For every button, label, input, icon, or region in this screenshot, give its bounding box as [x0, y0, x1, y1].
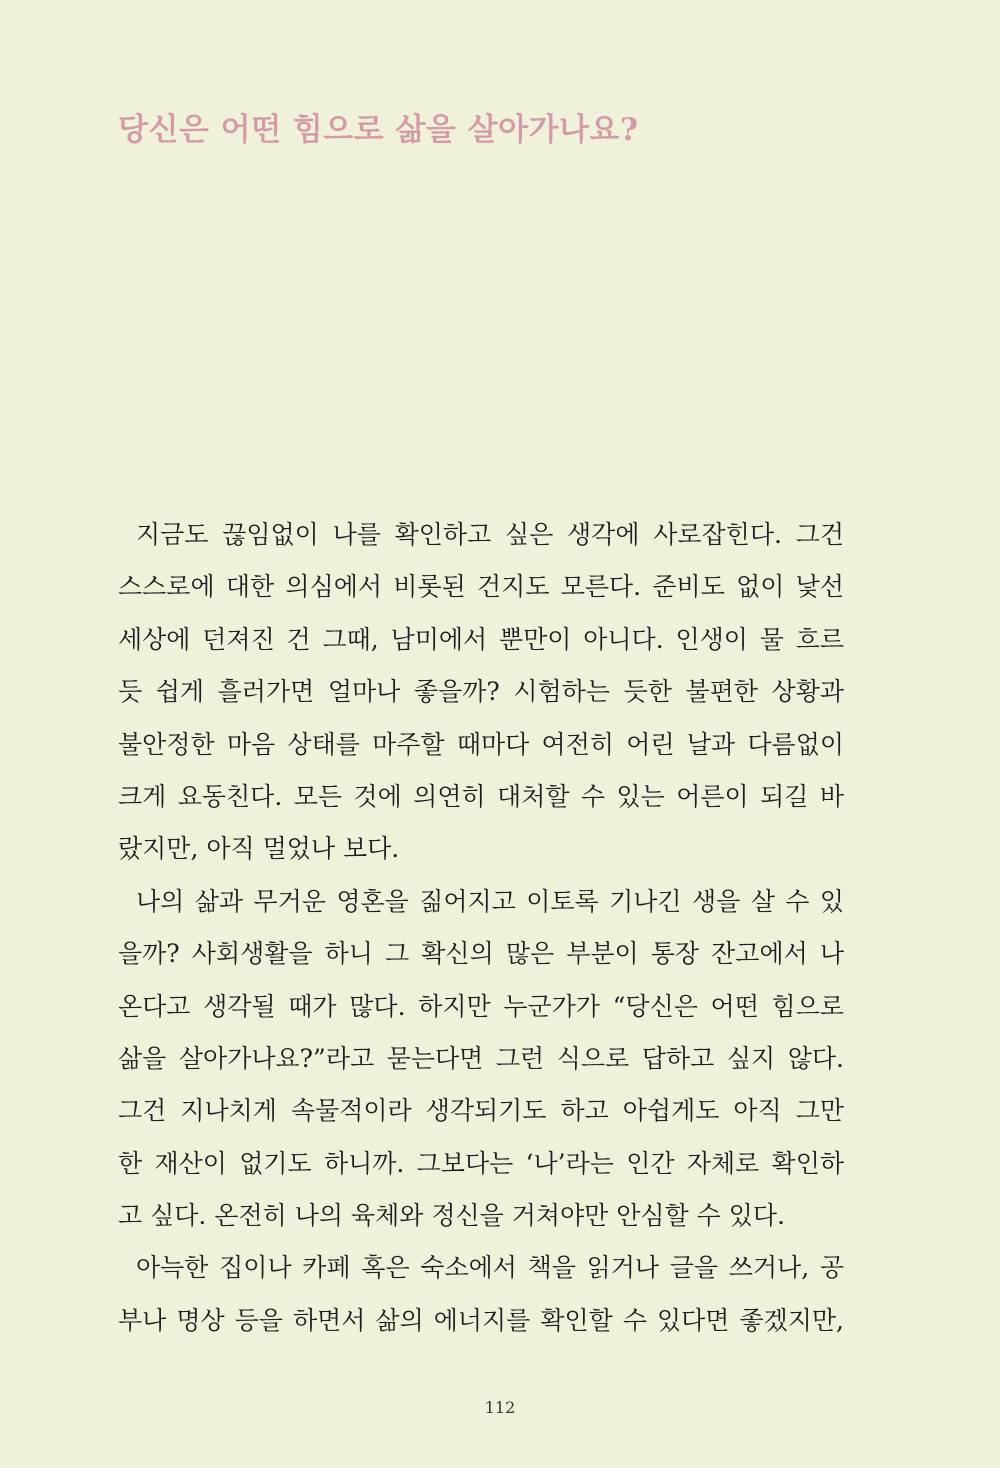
paragraph-1-line: 불안정한 마음 상태를 마주할 때마다 여전히 어린 날과 다름없이 [118, 729, 844, 759]
paragraph-1-line: 랐지만, 아직 멀었나 보다. [118, 834, 400, 864]
paragraph-1-line: 듯 쉽게 흘러가면 얼마나 좋을까? 시험하는 듯한 불편한 상황과 [118, 677, 844, 707]
paragraph-3-line: 아늑한 집이나 카페 혹은 숙소에서 책을 읽거나 글을 쓰거나, 공 [136, 1253, 844, 1283]
chapter-title: 당신은 어떤 힘으로 삶을 살아가나요? [118, 112, 639, 148]
paragraph-2-line: 그건 지나치게 속물적이라 생각되기도 하고 아쉽게도 아직 그만 [118, 1096, 844, 1126]
paragraph-1-line: 스스로에 대한 의심에서 비롯된 건지도 모른다. 준비도 없이 낯선 [118, 572, 844, 602]
paragraph-2-line: 을까? 사회생활을 하니 그 확신의 많은 부분이 통장 잔고에서 나 [118, 939, 844, 969]
paragraph-1-line: 지금도 끊임없이 나를 확인하고 싶은 생각에 사로잡힌다. 그건 [136, 520, 844, 549]
paragraph-3-line: 부나 명상 등을 하면서 삶의 에너지를 확인할 수 있다면 좋겠지만, [118, 1305, 844, 1335]
paragraph-2-line: 나의 삶과 무거운 영혼을 짊어지고 이토록 기나긴 생을 살 수 있 [136, 886, 844, 916]
paragraph-2-line: 온다고 생각될 때가 많다. 하지만 누군가가 “당신은 어떤 힘으로 [118, 991, 844, 1021]
page-number: 112 [484, 1398, 516, 1417]
paragraph-1-line: 세상에 던져진 건 그때, 남미에서 뿐만이 아니다. 인생이 물 흐르 [118, 624, 844, 654]
paragraph-2-line: 고 싶다. 온전히 나의 육체와 정신을 거쳐야만 안심할 수 있다. [118, 1201, 786, 1231]
paragraph-2-line: 한 재산이 없기도 하니까. 그보다는 ‘나’라는 인간 자체로 확인하 [118, 1148, 844, 1178]
paragraph-1-line: 크게 요동친다. 모든 것에 의연히 대처할 수 있는 어른이 되길 바 [118, 781, 844, 811]
body-text [118, 509, 844, 1347]
paragraph-2-line: 삶을 살아가나요?”라고 묻는다면 그런 식으로 답하고 싶지 않다. [118, 1043, 844, 1073]
